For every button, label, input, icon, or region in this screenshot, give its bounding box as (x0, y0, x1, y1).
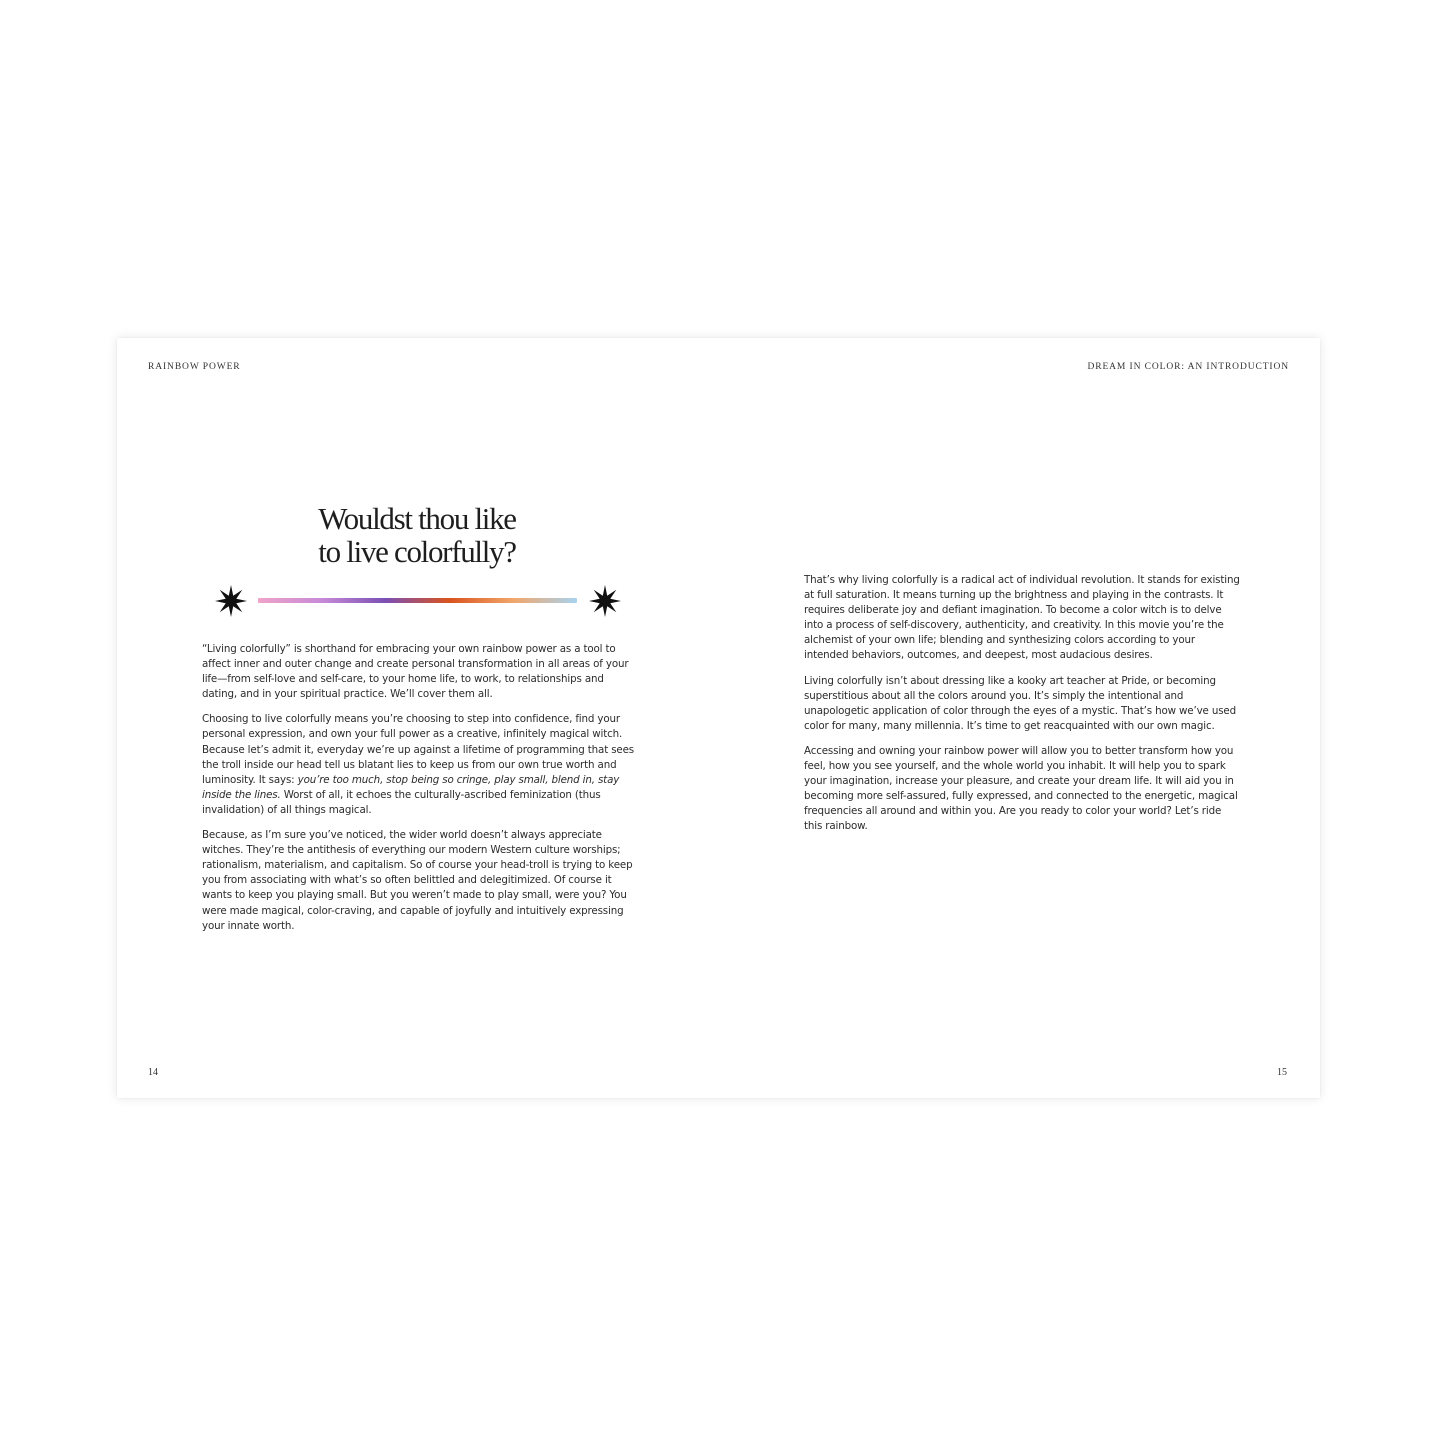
rainbow-divider (215, 581, 621, 621)
body-paragraph: Living colorfully isn’t about dressing like a kooky art teacher at Pride, or becoming superstitious about all the colors around you. It’s simply the intentional and unapologetic application of color through the eyes of a mystic. That’s how we’ve used color for many, many millennia. It’s time to get reacquainted with our own magic. (804, 674, 1236, 732)
heading-line-1: Wouldst thou like (318, 501, 516, 536)
body-paragraph: Because, as I’m sure you’ve noticed, the wider world doesn’t always appreciate witches. They’re the antithesis of everything our modern Western culture worships; rationalism, materialism, and capitalism. So of course your head-troll is trying to keep you from associating with what’s so often belittled and delegitimized. Of course it wants to keep you playing small. But you weren’t made to play small, were you? You were made magical, color-craving, and capable of joyfully and intuitively expressing your innate worth. (202, 829, 633, 932)
running-head-left: RAINBOW POWER (148, 362, 241, 372)
heading-line-2: to live colorfully? (318, 534, 516, 569)
eight-point-star-icon (589, 585, 621, 617)
paragraph-text: Worst of all, it echoes the culturally-ascribed feminization (thus invalidation) of all things magical. (202, 788, 601, 816)
body-paragraph (202, 712, 638, 818)
rainbow-gradient-bar (258, 598, 577, 603)
body-paragraph: Accessing and owning your rainbow power will allow you to better transform how you feel, how you see yourself, and the whole world you inhabit. It will help you to spark your imagination, increase your pleasure, and create your dream life. It will aid you in becoming more self-assured, fully expressed, and connected to the energetic, magical frequencies all around and within you. Are you ready to color your world? Let’s ride this rainbow. (804, 744, 1238, 833)
italic-quote: you’re too much, stop being so cringe, play small, blend in, stay inside the lines. (202, 773, 620, 801)
body-paragraph: That’s why living colorfully is a radical act of individual revolution. It stands for existing at full saturation. It means turning up the brightness and playing in the contrasts. It requires deliberate joy and defiant imagination. To become a color witch is to delve into a process of self-discovery, authenticity, and creativity. In this movie you’re the alchemist of your own life; blending and synthesizing colors according to your intended behaviors, outcomes, and deepest, most audacious desires. (804, 574, 1240, 662)
left-page-body (202, 642, 638, 944)
eight-point-star-icon (215, 585, 247, 617)
paragraph-text: Choosing to live colorfully means you’re choosing to step into confidence, find your personal expression, and own your full power as a creative, infinitely magical witch. Because let’s admit it, everyday we’re up against a lifetime of programming that sees the troll inside our head tell us blatant lies to keep us from our own true worth and luminosity. It says: (202, 713, 635, 786)
body-paragraph: “Living colorfully” is shorthand for embracing your own rainbow power as a tool to affect inner and outer change and create personal transformation in all areas of your life—from self-love and self-care, to your home life, to work, to relationships and dating, and in your spiritual practice. We’ll cover them all. (202, 643, 629, 701)
running-head-right: DREAM IN COLOR: AN INTRODUCTION (1087, 362, 1289, 372)
page-number-right: 15 (1277, 1067, 1287, 1078)
page-number-left: 14 (148, 1067, 158, 1078)
right-page-body (804, 573, 1242, 845)
chapter-heading (202, 502, 632, 568)
book-spread (117, 338, 1320, 1098)
